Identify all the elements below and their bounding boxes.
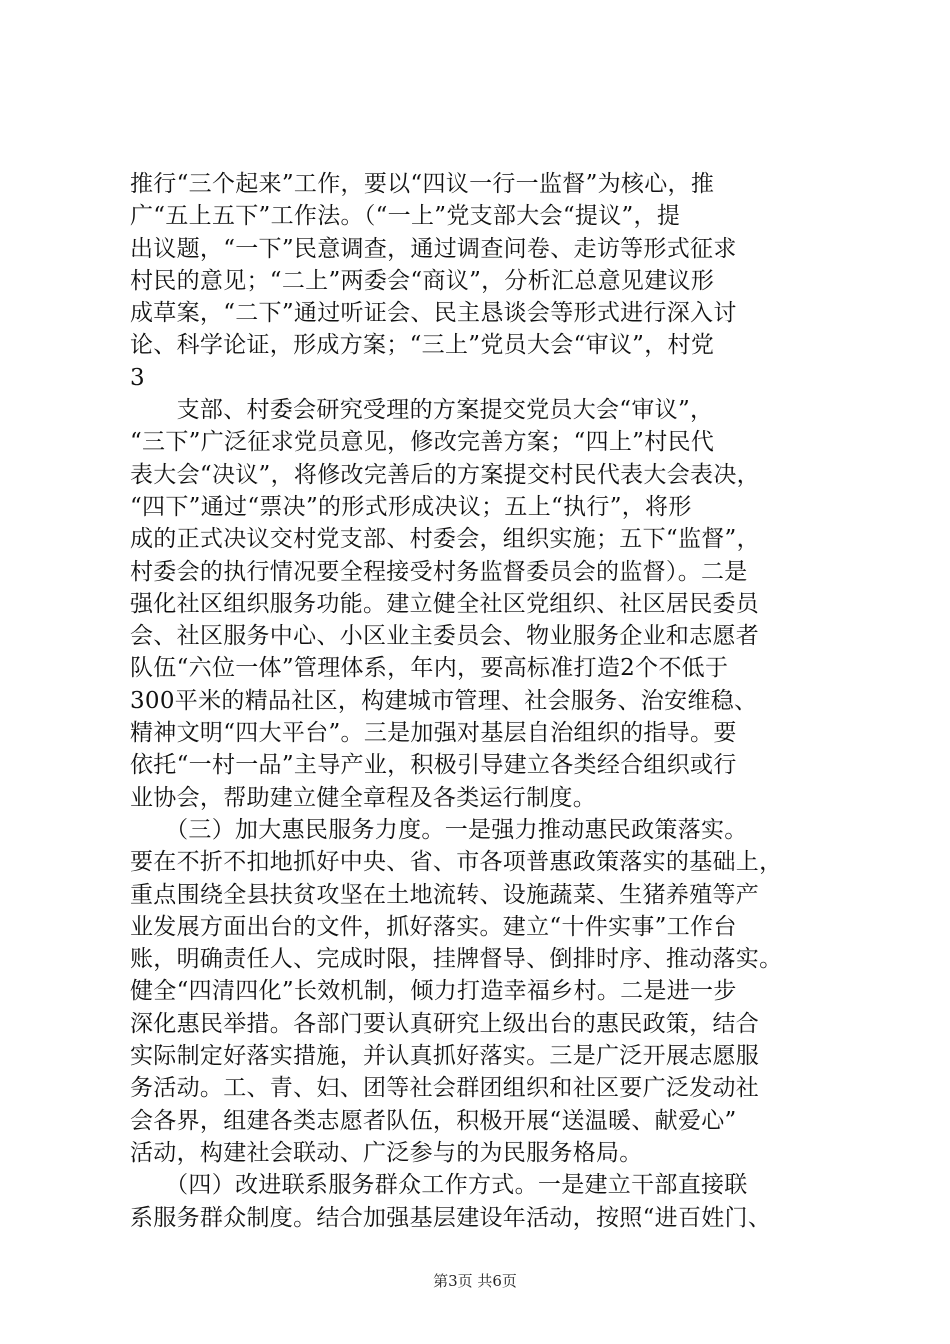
text-line: 系服务群众制度。结合加强基层建设年活动，按照“进百姓门、 [130, 1204, 772, 1231]
text-line: 会各界，组建各类志愿者队伍，积极开展“送温暖、献爱心” [130, 1107, 737, 1134]
text-line: “四下”通过“票决”的形式形成决议；五上“执行”，将形 [130, 493, 692, 520]
text-line: 账，明确责任人、完成时限，挂牌督导、倒排时序、推动落实。 [130, 946, 783, 973]
text-line: 推行“三个起来”工作，要以“四议一行一监督”为核心，推 [130, 171, 715, 197]
text-line: 村民的意见；“二上”两委会“商议”，分析汇总意见建议形 [130, 267, 715, 294]
text-line: 强化社区组织服务功能。建立健全社区党组织、社区居民委员 [130, 590, 760, 617]
text-line: （三）加大惠民服务力度。一是强力推动惠民政策落实。 [130, 816, 748, 843]
page-footer: 第3页 共6页 [433, 1272, 517, 1290]
text-line: 业协会，帮助建立健全章程及各类运行制度。 [130, 784, 596, 811]
text-line: 重点围绕全县扶贫攻坚在土地流转、设施蔬菜、生猪养殖等产 [130, 881, 760, 908]
text-line: 健全“四清四化”长效机制，倾力打造幸福乡村。二是进一步 [130, 978, 737, 1005]
text-line: 实际制定好落实措施，并认真抓好落实。三是广泛开展志愿服 [130, 1043, 760, 1070]
text-line: 依托“一村一品”主导产业，积极引导建立各类经合组织或行 [130, 752, 737, 779]
text-line: 务活动。工、青、妇、团等社会群团组织和社区要广泛发动社 [130, 1075, 760, 1102]
text-line: 队伍“六位一体”管理体系，年内，要高标准打造2个不低于 [130, 655, 729, 682]
text-line: 村委会的执行情况要全程接受村务监督委员会的监督）。二是 [130, 558, 748, 585]
text-line: 3 [130, 364, 145, 391]
text-line: 活动，构建社会联动、广泛参与的为民服务格局。 [130, 1139, 643, 1166]
text-line: 业发展方面出台的文件，抓好落实。建立“十件实事”工作台 [130, 913, 737, 940]
text-line: 精神文明“四大平台”。三是加强对基层自治组织的指导。要 [130, 720, 737, 747]
text-line: 深化惠民举措。各部门要认真研究上级出台的惠民政策，结合 [130, 1010, 760, 1037]
text-line: 成草案，“二下”通过听证会、民主恳谈会等形式进行深入讨 [130, 300, 737, 327]
text-line: 要在不折不扣地抓好中央、省、市各项普惠政策落实的基础上， [130, 849, 783, 876]
text-line: 300平米的精品社区，构建城市管理、社会服务、治安维稳、 [130, 687, 758, 714]
text-line: 表大会“决议”，将修改完善后的方案提交村民代表大会表决， [130, 461, 760, 488]
text-line: 成的正式决议交村党支部、村委会，组织实施；五下“监督”， [130, 526, 760, 553]
text-line: 论、科学论证，形成方案；“三上”党员大会“审议”，村党 [130, 332, 715, 359]
text-line: 会、社区服务中心、小区业主委员会、物业服务企业和志愿者 [130, 623, 760, 650]
text-line: 支部、村委会研究受理的方案提交党员大会“审议”， [130, 397, 714, 424]
document-body [130, 168, 830, 1234]
text-line: （四）改进联系服务群众工作方式。一是建立干部直接联 [130, 1172, 748, 1199]
text-line: 广“五上五下”工作法。（“一上”党支部大会“提议”，提 [130, 203, 681, 230]
text-line: “三下”广泛征求党员意见，修改完善方案；“四上”村民代 [130, 429, 715, 456]
text-line: 出议题，“一下”民意调查，通过调查问卷、走访等形式征求 [130, 235, 737, 262]
